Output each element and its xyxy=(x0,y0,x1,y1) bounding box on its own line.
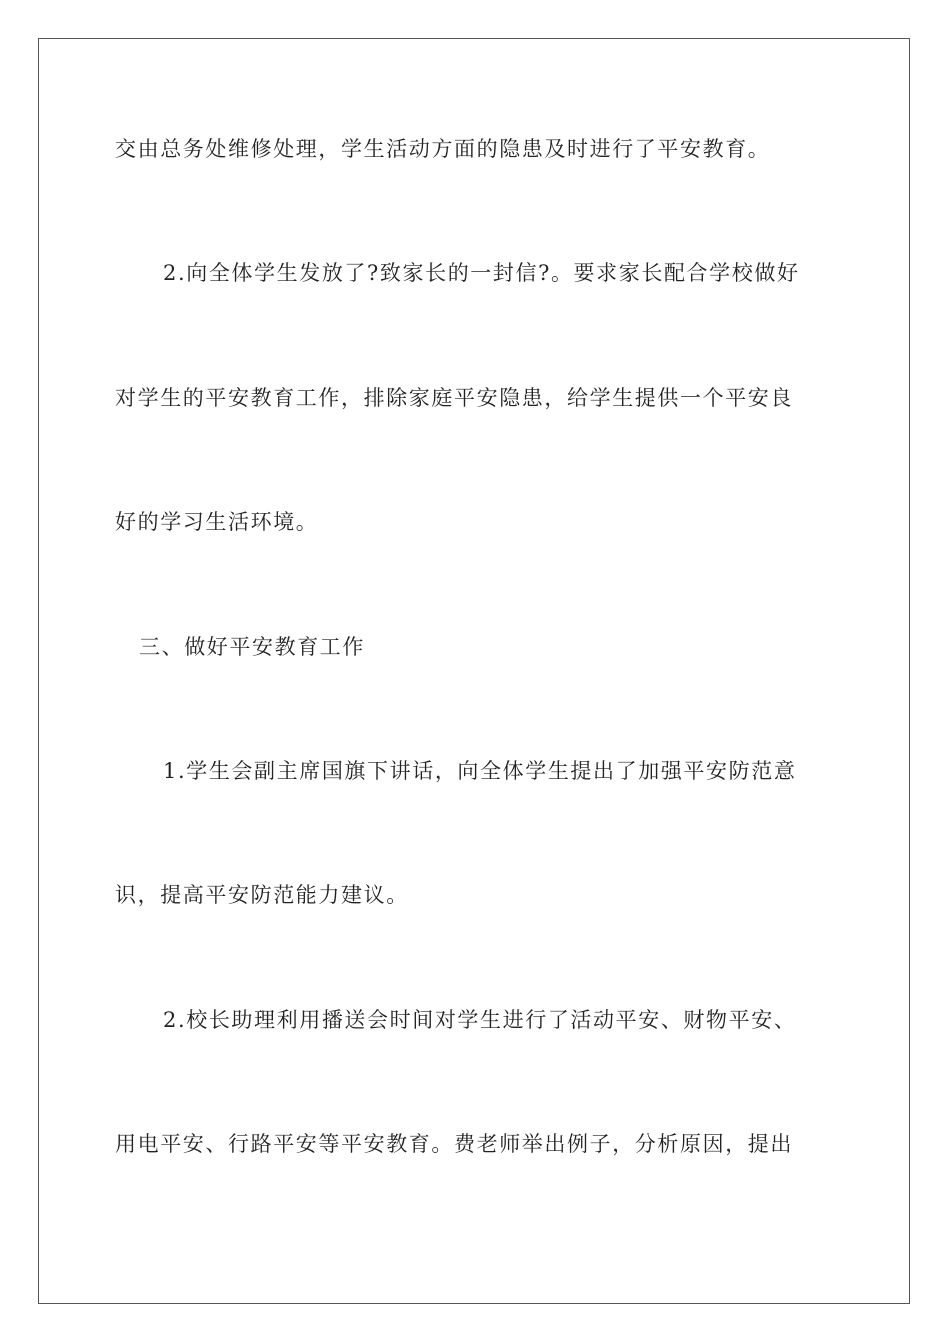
text-line-4: 好的学习生活环境。 xyxy=(115,510,319,534)
page-border xyxy=(38,38,910,1304)
text-line-7: 识，提高平安防范能力建议。 xyxy=(115,883,409,907)
text-line-9: 用电平安、行路平安等平安教育。费老师举出例子，分析原因，提出 xyxy=(115,1132,793,1156)
text-line-1: 交由总务处维修处理，学生活动方面的隐患及时进行了平安教育。 xyxy=(115,137,771,161)
text-line-6: 1.学生会副主席国旗下讲话，向全体学生提出了加强平安防范意 xyxy=(163,759,797,783)
section-heading: 三、做好平安教育工作 xyxy=(139,635,365,659)
text-line-8: 2.校长助理利用播送会时间对学生进行了活动平安、财物平安、 xyxy=(163,1008,797,1032)
text-line-2: 2.向全体学生发放了?致家长的一封信?。要求家长配合学校做好 xyxy=(163,261,800,285)
text-line-3: 对学生的平安教育工作，排除家庭平安隐患，给学生提供一个平安良 xyxy=(115,386,793,410)
